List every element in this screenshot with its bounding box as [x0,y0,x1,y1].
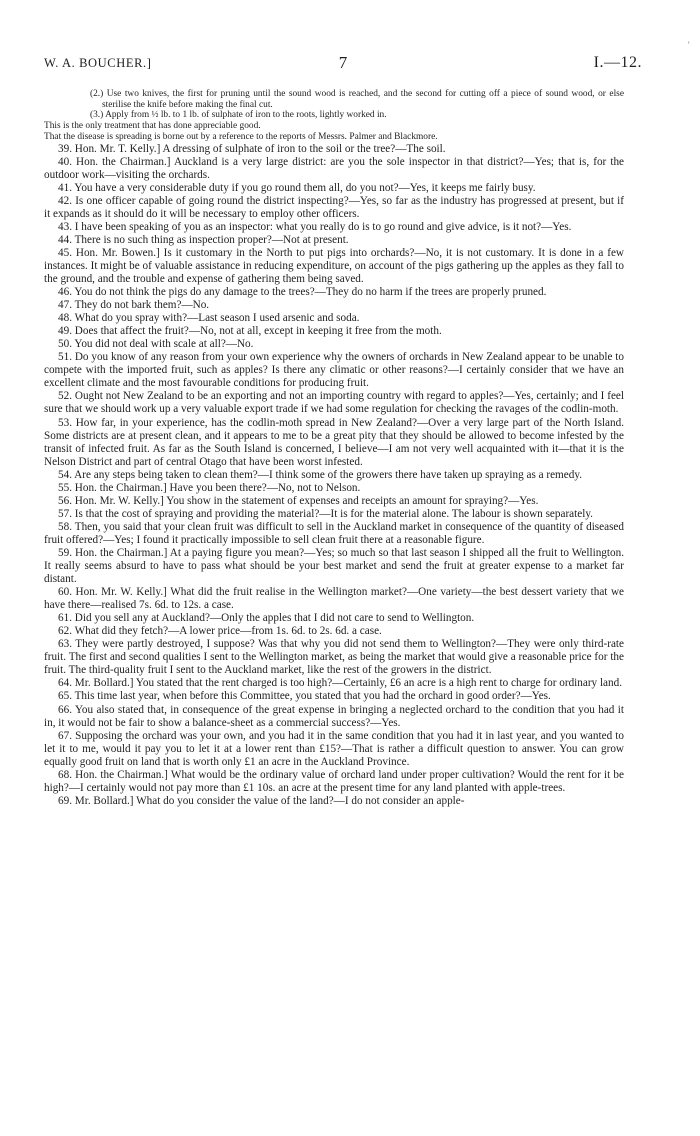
qa-paragraph: 42. Is one officer capable of going round the district inspecting?—Yes, so far as the industry has progressed at present, but if it expands as it should do it will be necessary to employ other officers. [44,194,624,220]
qa-paragraph: 46. You do not think the pigs do any damage to the trees?—They do no harm if the trees are properly pruned. [58,286,547,299]
qa-paragraph: 60. Hon. Mr. W. Kelly.] What did the fruit realise in the Wellington market?—One variety—the best dessert variety that we have there—realised 7s. 6d. to 12s. a case. [44,586,624,612]
treatment-note: (2.) Use two knives, the first for pruning until the sound wood is reached, and the second for cutting off a piece of sound wood, or else sterilise the knife before making the final cut. [90,89,624,110]
qa-paragraph: 62. What did they fetch?—A lower price—from 1s. 6d. to 2s. 6d. a case. [58,625,382,638]
qa-paragraph: 40. Hon. the Chairman.] Auckland is a very large district: are you the sole inspector in that district?—Yes; that is, for the outdoor work—visiting the orchards. [44,155,624,181]
qa-paragraph: 65. This time last year, when before this Committee, you stated that you had the orchard in good order?—Yes. [58,690,551,703]
qa-paragraph: 52. Ought not New Zealand to be an exporting and not an importing country with regard to apples?—Yes, certainly; and I feel sure that we should work up a very valuable export trade if we had some regulation for checking the ravages of the codlin-moth. [44,390,624,416]
qa-paragraph: 41. You have a very considerable duty if you go round them all, do you not?—Yes, it keeps me fairly busy. [58,181,536,194]
qa-paragraph: 39. Hon. Mr. T. Kelly.] A dressing of sulphate of iron to the soil or the tree?—The soil. [58,142,446,155]
qa-paragraph: 53. How far, in your experience, has the codlin-moth spread in New Zealand?—Over a very large part of the North Island. Some districts are at present clean, and it appears to me to be a great pity that they should be allowed to become infested by the transit of infected fruit. As far as the South Island is concerned, I believe—I am not very well acquainted with it—that it is the Nelson District and part of central Otago that have been worst infested. [44,416,624,468]
qa-paragraph: 68. Hon. the Chairman.] What would be the ordinary value of orchard land under proper cultivation? Would the rent for it be high?—I certainly would not pay more than £1 10s. an acre at the present time for any land planted with apple-trees. [44,768,624,794]
qa-paragraph: 51. Do you know of any reason from your own experience why the owners of orchards in New Zealand appear to be unable to compete with the imported fruit, such as apples? Is there any climatic or other reasons?—I certainly consider that we have an excellent climate and the most favourable conditions for producing fruit. [44,351,624,390]
qa-paragraph: 43. I have been speaking of you as an inspector: what you really do is to go round and give advice, is it not?—Yes. [58,220,572,233]
qa-paragraph: 64. Mr. Bollard.] You stated that the rent charged is too high?—Certainly, £6 an acre is a high rent to charge for ordinary land. [58,677,622,690]
qa-paragraph: 55. Hon. the Chairman.] Have you been there?—No, not to Nelson. [58,481,361,494]
treatment-note: That the disease is spreading is borne out by a reference to the reports of Messrs. Palmer and Blackmore. [44,131,438,142]
witness-name: W. A. BOUCHER.] [44,56,152,70]
qa-paragraph: 63. They were partly destroyed, I suppose? Was that why you did not send them to Wellington?—They were only third-rate fruit. The first and second qualities I sent to the Wellington market, as being the market that would give a reasonable price for the fruit. The third-quality fruit I sent to the Auckland market, like the rest of the growers in the district. [44,638,624,677]
treatment-note: This is the only treatment that has done appreciable good. [44,121,261,132]
qa-paragraph: 54. Are any steps being taken to clean them?—I think some of the growers there have taken up spraying as a remedy. [58,468,582,481]
qa-paragraph: 59. Hon. the Chairman.] At a paying figure you mean?—Yes; so much so that last season I shipped all the fruit to Wellington. It really seems absurd to have to pass what should be your best market and send the fruit at greater expense to a market far distant. [44,546,624,586]
margin-mark: ' [688,40,690,50]
page-number: 7 [338,53,348,72]
qa-paragraph: 48. What do you spray with?—Last season I used arsenic and soda. [58,312,360,325]
treatment-note: (3.) Apply from ½ lb. to 1 lb. of sulphate of iron to the roots, lightly worked in. [90,110,387,121]
qa-paragraph: 57. Is that the cost of spraying and providing the material?—It is for the material alone. The labour is shown separately. [58,507,593,520]
qa-paragraph: 56. Hon. Mr. W. Kelly.] You show in the statement of expenses and receipts an amount for spraying?—Yes. [58,494,539,507]
page-header [44,53,642,76]
qa-paragraph: 45. Hon. Mr. Bowen.] Is it customary in the North to put pigs into orchards?—No, it is not customary. It is done in a few instances. It might be of valuable assistance in reducing expenditure, on account of the pigs gathering up the apples as they fall to the ground, and the trouble and expense of gathering them being saved. [44,246,624,285]
qa-paragraph: 47. They do not bark them?—No. [58,299,210,312]
qa-paragraph: 58. Then, you said that your clean fruit was difficult to sell in the Auckland market in consequence of the quantity of diseased fruit offered?—Yes; I found it practically impossible to sell clean fruit there at a reasonable figure. [44,520,624,546]
document-body [44,89,624,808]
qa-paragraph: 49. Does that affect the fruit?—No, not at all, except in keeping it free from the moth. [58,325,442,338]
qa-paragraph: 67. Supposing the orchard was your own, and you had it in the same condition that you had it in last year, and you wanted to let it to me, would it pay you to let it at a lower rent than £15?—That is rather a difficult question to answer. You can grow equally good fruit on land that is worth only £1 an acre in the Auckland Province. [44,729,624,768]
document-reference: I.—12. [593,54,642,71]
qa-paragraph: 50. You did not deal with scale at all?—No. [58,338,254,351]
qa-paragraph: 69. Mr. Bollard.] What do you consider the value of the land?—I do not consider an apple- [58,794,465,807]
qa-paragraph: 44. There is no such thing as inspection proper?—Not at present. [58,233,349,246]
qa-paragraph: 61. Did you sell any at Auckland?—Only the apples that I did not care to send to Wellington. [58,612,475,625]
qa-paragraph: 66. You also stated that, in consequence of the great expense in bringing a neglected orchard to the condition that you had it in, it would not be fair to show a balance-sheet as a commercial success?—Yes. [44,703,624,729]
